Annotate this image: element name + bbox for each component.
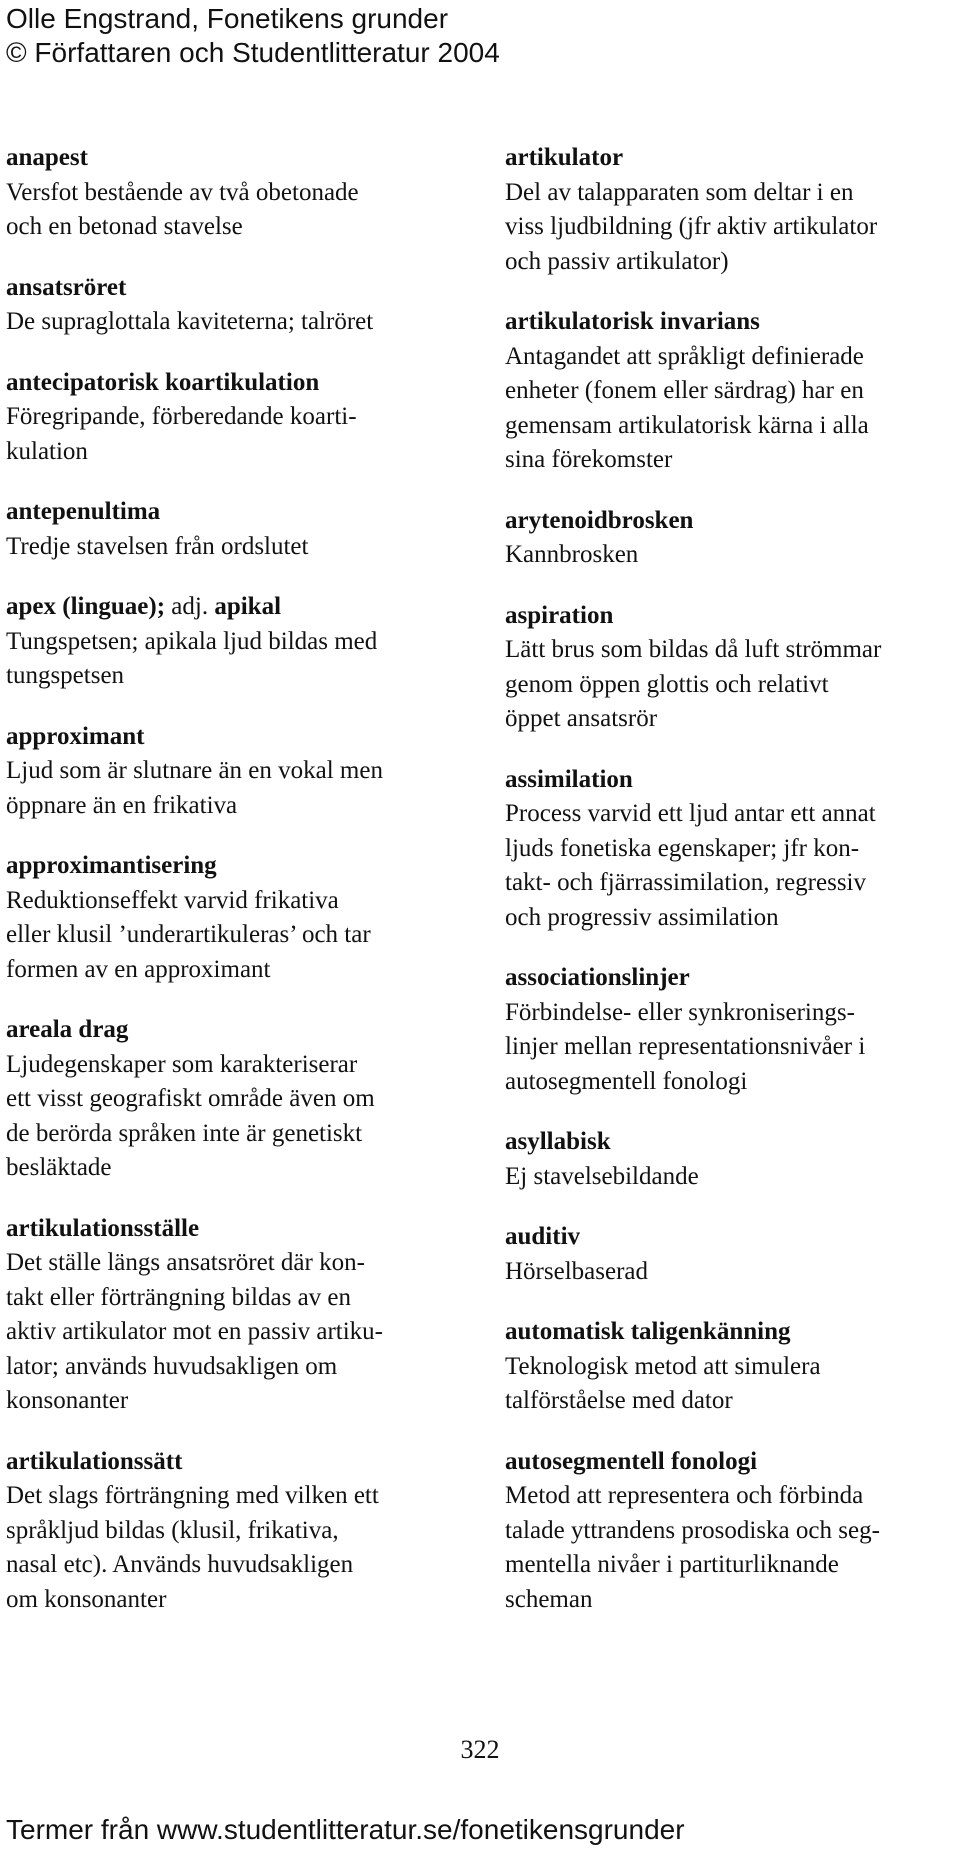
glossary-term (6, 590, 461, 625)
definition-line: lator; används huvudsakligen om (6, 1352, 338, 1380)
definition-line: genom öppen glottis och relativt (505, 670, 829, 698)
definition-line: ljuds fonetiska egenskaper; jfr kon- (505, 834, 860, 862)
term-text: artikulationsställe (6, 1214, 200, 1242)
definition-line: De supraglottala kaviteterna; talröret (6, 308, 374, 335)
term-text: artikulator (505, 144, 624, 171)
glossary-definition (6, 305, 461, 340)
term-text: artikulatorisk invarians (505, 308, 760, 335)
glossary-term (505, 504, 960, 539)
glossary-entry (505, 961, 960, 1099)
definition-line: kulation (6, 437, 88, 465)
definition-line: besläktade (6, 1154, 112, 1181)
glossary-term (505, 1315, 960, 1350)
glossary-definition (505, 538, 960, 573)
glossary-term (6, 849, 461, 884)
term-text: areala drag (6, 1016, 129, 1043)
header-author-title: Olle Engstrand, Fonetikens grunder (6, 3, 449, 34)
definition-line: Det ställe längs ansatsröret där kon- (6, 1249, 365, 1276)
glossary-term (505, 599, 960, 634)
glossary-term (505, 141, 960, 176)
glossary-definition (505, 1479, 960, 1617)
definition-line: de berörda språken inte är genetiskt (6, 1119, 363, 1147)
term-text: anapest (6, 144, 88, 171)
glossary-definition (6, 400, 461, 469)
definition-line: språkljud bildas (klusil, frikativa, (6, 1516, 339, 1544)
definition-line: viss ljudbildning (jfr aktiv artikulator (505, 213, 878, 240)
glossary-entry (6, 590, 461, 694)
glossary-entry (505, 305, 960, 478)
glossary-entry (6, 271, 461, 340)
glossary-definition (6, 176, 461, 245)
glossary-definition (505, 176, 960, 280)
definition-line: takt eller förträngning bildas av en (6, 1283, 352, 1311)
glossary-entry (6, 1445, 461, 1618)
definition-line: Del av talapparaten som deltar i en (505, 178, 854, 206)
definition-line: öppnare än en frikativa (6, 791, 238, 819)
glossary-definition (6, 754, 461, 823)
glossary-definition (505, 1160, 960, 1195)
term-text: auditiv (505, 1223, 581, 1250)
glossary-definition (505, 1255, 960, 1290)
definition-line: öppet ansatsrör (505, 705, 658, 732)
glossary-term (6, 271, 461, 306)
glossary-entry (6, 141, 461, 245)
term-text: artikulationssätt (6, 1447, 183, 1475)
definition-line: Förbindelse- eller synkroniserings- (505, 998, 855, 1026)
definition-line: sina förekomster (505, 446, 673, 473)
term-text: automatisk taligenkänning (505, 1318, 791, 1345)
term-text: assimilation (505, 765, 633, 793)
definition-line: Ljudegenskaper som karakteriserar (6, 1050, 358, 1078)
glossary-term (505, 1220, 960, 1255)
glossary-definition (6, 884, 461, 988)
definition-line: om konsonanter (6, 1585, 167, 1613)
glossary-entry (505, 1125, 960, 1194)
glossary-entry (505, 141, 960, 279)
glossary-term (6, 1212, 461, 1247)
definition-line: Det slags förträngning med vilken ett (6, 1482, 379, 1509)
glossary-entry (505, 599, 960, 737)
definition-line: Tungspetsen; apikala ljud bildas med (6, 627, 378, 655)
glossary-term (6, 495, 461, 530)
definition-line: Versfot bestående av två obetonade (6, 178, 359, 206)
definition-line: enheter (fonem eller särdrag) har en (505, 377, 864, 404)
term-text: antecipatorisk koartikulation (6, 368, 320, 396)
definition-line: Antagandet att språkligt definierade (505, 342, 864, 370)
glossary-entry (505, 1445, 960, 1618)
page-number: 322 (460, 1735, 500, 1764)
definition-line: Föregripande, förberedande koarti- (6, 403, 357, 430)
term-pos-label: adj. (165, 593, 215, 620)
glossary-term (6, 720, 461, 755)
left-column (6, 141, 461, 1643)
term-text: asyllabisk (505, 1128, 611, 1155)
glossary-entry (505, 1315, 960, 1419)
definition-line: Hörselbaserad (505, 1257, 648, 1285)
glossary-entry (505, 504, 960, 573)
header-copyright: © Författaren och Studentlitteratur 2004 (6, 37, 500, 68)
definition-line: och passiv artikulator) (505, 247, 729, 275)
definition-line: Ej stavelsebildande (505, 1162, 699, 1190)
definition-line: autosegmentell fonologi (505, 1067, 748, 1095)
glossary-definition (6, 530, 461, 565)
glossary-term (505, 961, 960, 996)
glossary-term (6, 1013, 461, 1048)
glossary-definition (6, 1479, 461, 1617)
glossary-entry (6, 495, 461, 564)
term-variant: apikal (214, 593, 282, 620)
definition-line: talade yttrandens prosodiska och seg- (505, 1516, 880, 1544)
definition-line: konsonanter (6, 1387, 129, 1414)
definition-line: och en betonad stavelse (6, 213, 243, 240)
definition-line: nasal etc). Används huvudsakligen (6, 1551, 354, 1578)
page-header (6, 2, 946, 70)
glossary-term (6, 1445, 461, 1480)
definition-line: scheman (505, 1585, 593, 1613)
term-text: autosegmentell fonologi (505, 1447, 758, 1475)
term-text: approximant (6, 722, 145, 750)
glossary-definition (505, 633, 960, 737)
glossary-definition (505, 1350, 960, 1419)
term-text: antepenultima (6, 498, 161, 525)
term-text: apex (linguae); (6, 593, 166, 620)
definition-line: Reduktionseffekt varvid frikativa (6, 886, 339, 914)
definition-line: Process varvid ett ljud antar ett annat (505, 800, 876, 827)
term-text: arytenoidbrosken (505, 506, 694, 534)
definition-line: eller klusil ’underartikuleras’ och tar (6, 921, 371, 948)
term-text: ansatsröret (6, 273, 127, 301)
definition-line: gemensam artikulatorisk kärna i alla (505, 411, 869, 439)
glossary-term (505, 1445, 960, 1480)
definition-line: talförståelse med dator (505, 1387, 733, 1414)
glossary-definition (505, 797, 960, 935)
glossary-entry (6, 366, 461, 470)
right-column (505, 141, 960, 1643)
term-text: approximantisering (6, 852, 217, 879)
definition-line: Tredje stavelsen från ordslutet (6, 532, 309, 560)
glossary-entry (6, 849, 461, 987)
glossary-entry (6, 720, 461, 824)
definition-line: tungspetsen (6, 662, 125, 689)
term-text: associationslinjer (505, 964, 690, 991)
glossary-entry (505, 1220, 960, 1289)
glossary-definition (6, 1246, 461, 1419)
glossary-entry (505, 763, 960, 936)
glossary-definition (505, 340, 960, 478)
glossary-entry (6, 1013, 461, 1186)
glossary-term (6, 141, 461, 176)
definition-line: Metod att representera och förbinda (505, 1482, 864, 1509)
glossary-definition (505, 996, 960, 1100)
glossary-definition (6, 1048, 461, 1186)
definition-line: Ljud som är slutnare än en vokal men (6, 757, 383, 784)
footer-source: Termer från www.studentlitteratur.se/fonetikensgrunder (6, 1814, 685, 1845)
glossary-term (6, 366, 461, 401)
glossary-definition (6, 625, 461, 694)
definition-line: formen av en approximant (6, 955, 271, 983)
definition-line: Lätt brus som bildas då luft strömmar (505, 636, 882, 663)
term-text: aspiration (505, 601, 614, 629)
definition-line: ett visst geografiskt område även om (6, 1085, 375, 1112)
definition-line: mentella nivåer i partiturliknande (505, 1551, 839, 1578)
glossary-term (505, 305, 960, 340)
definition-line: Teknologisk metod att simulera (505, 1352, 821, 1380)
definition-line: och progressiv assimilation (505, 903, 779, 931)
definition-line: linjer mellan representationsnivåer i (505, 1033, 866, 1060)
glossary-term (505, 1125, 960, 1160)
definition-line: takt- och fjärrassimilation, regressiv (505, 869, 866, 896)
definition-line: Kannbrosken (505, 541, 639, 568)
glossary-entry (6, 1212, 461, 1419)
glossary-term (505, 763, 960, 798)
definition-line: aktiv artikulator mot en passiv artiku- (6, 1318, 383, 1345)
